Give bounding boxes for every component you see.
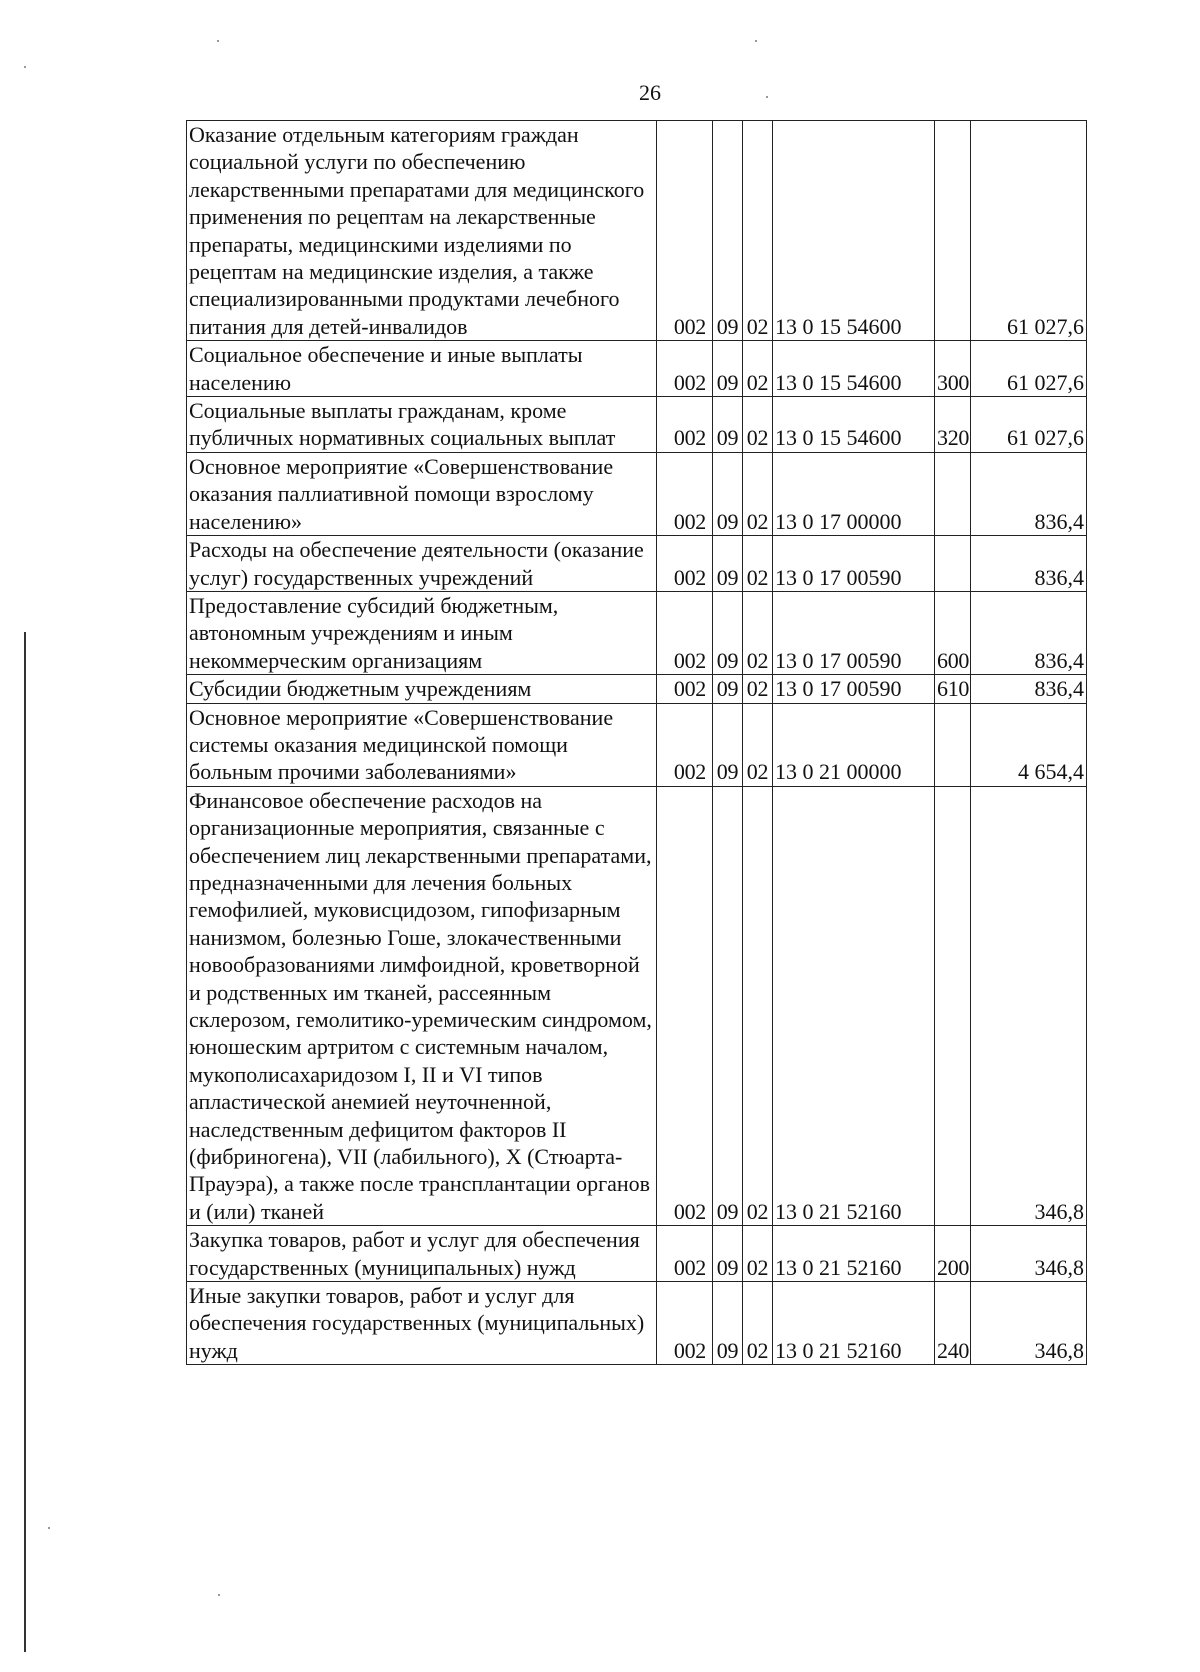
row-expense-type-code [935,452,971,535]
row-section-code: 09 [713,786,743,1226]
row-amount: 61 027,6 [971,121,1087,341]
row-section-code: 09 [713,591,743,674]
row-grbs-code: 002 [657,121,713,341]
table-row [187,121,1087,341]
row-subsection-code: 02 [743,397,773,453]
row-amount: 836,4 [971,591,1087,674]
row-name: Финансовое обеспечение расходов на организационные мероприятия, связанные с обеспечением лиц лекарственными препаратами, предназначенными для лечения больных гемофилией, муковисцидозом, гипофизарным нанизмом, болезнью Гоше, злокачественными новообразованиями лимфоидной, кроветворной и родственных им тканей, рассеянным склерозом, гемолитико-уремическим синдромом, юношеским артритом с системным началом, мукополисахаридозом I, II и VI типов апластической анемией неуточненной, наследственным дефицитом факторов II (фибриногена), VII (лабильного), X (Стюарта-Прауэра), а также после трансплантации органов и (или) тканей [187,786,657,1226]
row-target-article-code: 13 0 21 52160 [773,1226,935,1282]
row-expense-type-code [935,786,971,1226]
row-target-article-code: 13 0 17 00590 [773,536,935,592]
row-subsection-code: 02 [743,452,773,535]
table-row [187,591,1087,674]
row-target-article-code: 13 0 17 00590 [773,675,935,703]
row-subsection-code: 02 [743,591,773,674]
row-name: Социальное обеспечение и иные выплаты населению [187,341,657,397]
row-grbs-code: 002 [657,591,713,674]
table-row [187,341,1087,397]
row-subsection-code: 02 [743,1282,773,1365]
row-name: Основное мероприятие «Совершенствование системы оказания медицинской помощи больным прочими заболеваниями» [187,703,657,786]
row-expense-type-code [935,121,971,341]
scan-speck [24,66,26,68]
row-expense-type-code [935,536,971,592]
row-amount: 61 027,6 [971,341,1087,397]
table-row [187,1282,1087,1365]
row-subsection-code: 02 [743,341,773,397]
row-name: Расходы на обеспечение деятельности (оказание услуг) государственных учреждений [187,536,657,592]
row-subsection-code: 02 [743,703,773,786]
row-section-code: 09 [713,703,743,786]
row-subsection-code: 02 [743,121,773,341]
row-amount: 346,8 [971,1282,1087,1365]
row-amount: 836,4 [971,452,1087,535]
row-name: Оказание отдельным категориям граждан социальной услуги по обеспечению лекарственными препаратами для медицинского применения по рецептам на лекарственные препараты, медицинскими изделиями по рецептам на медицинские изделия, а также специализированными продуктами лечебного питания для детей-инвалидов [187,121,657,341]
row-subsection-code: 02 [743,675,773,703]
row-section-code: 09 [713,1282,743,1365]
row-target-article-code: 13 0 21 00000 [773,703,935,786]
row-section-code: 09 [713,675,743,703]
row-expense-type-code: 300 [935,341,971,397]
row-grbs-code: 002 [657,675,713,703]
row-section-code: 09 [713,341,743,397]
row-name: Иные закупки товаров, работ и услуг для обеспечения государственных (муниципальных) нужд [187,1282,657,1365]
scan-speck [766,96,768,98]
row-amount: 4 654,4 [971,703,1087,786]
row-target-article-code: 13 0 17 00590 [773,591,935,674]
row-subsection-code: 02 [743,536,773,592]
budget-table [186,120,1087,1365]
row-subsection-code: 02 [743,786,773,1226]
row-grbs-code: 002 [657,786,713,1226]
row-target-article-code: 13 0 15 54600 [773,397,935,453]
table-row [187,1226,1087,1282]
row-name: Закупка товаров, работ и услуг для обеспечения государственных (муниципальных) нужд [187,1226,657,1282]
row-name: Социальные выплаты гражданам, кроме публичных нормативных социальных выплат [187,397,657,453]
row-subsection-code: 02 [743,1226,773,1282]
row-amount: 346,8 [971,1226,1087,1282]
page-number: 26 [639,80,661,105]
row-section-code: 09 [713,1226,743,1282]
row-expense-type-code: 240 [935,1282,971,1365]
row-expense-type-code [935,703,971,786]
scan-speck [48,1527,50,1529]
table-row [187,452,1087,535]
row-expense-type-code: 600 [935,591,971,674]
row-section-code: 09 [713,121,743,341]
row-grbs-code: 002 [657,452,713,535]
row-expense-type-code: 200 [935,1226,971,1282]
table-row [187,703,1087,786]
table-row [187,675,1087,703]
row-target-article-code: 13 0 15 54600 [773,341,935,397]
row-grbs-code: 002 [657,1282,713,1365]
row-target-article-code: 13 0 17 00000 [773,452,935,535]
scan-speck [217,40,219,42]
row-amount: 346,8 [971,786,1087,1226]
row-name: Субсидии бюджетным учреждениям [187,675,657,703]
scan-speck [218,1594,220,1596]
row-expense-type-code: 610 [935,675,971,703]
row-amount: 61 027,6 [971,397,1087,453]
row-grbs-code: 002 [657,1226,713,1282]
table-row [187,786,1087,1226]
row-target-article-code: 13 0 21 52160 [773,786,935,1226]
row-grbs-code: 002 [657,703,713,786]
row-grbs-code: 002 [657,536,713,592]
table-row [187,397,1087,453]
scan-margin-rule [24,632,26,1652]
row-name: Предоставление субсидий бюджетным, автономным учреждениям и иным некоммерческим организациям [187,591,657,674]
row-amount: 836,4 [971,675,1087,703]
row-target-article-code: 13 0 21 52160 [773,1282,935,1365]
row-grbs-code: 002 [657,341,713,397]
row-section-code: 09 [713,452,743,535]
scan-speck [755,40,757,42]
row-grbs-code: 002 [657,397,713,453]
row-name: Основное мероприятие «Совершенствование оказания паллиативной помощи взрослому населению» [187,452,657,535]
row-amount: 836,4 [971,536,1087,592]
table-row [187,536,1087,592]
row-section-code: 09 [713,397,743,453]
row-expense-type-code: 320 [935,397,971,453]
row-section-code: 09 [713,536,743,592]
row-target-article-code: 13 0 15 54600 [773,121,935,341]
